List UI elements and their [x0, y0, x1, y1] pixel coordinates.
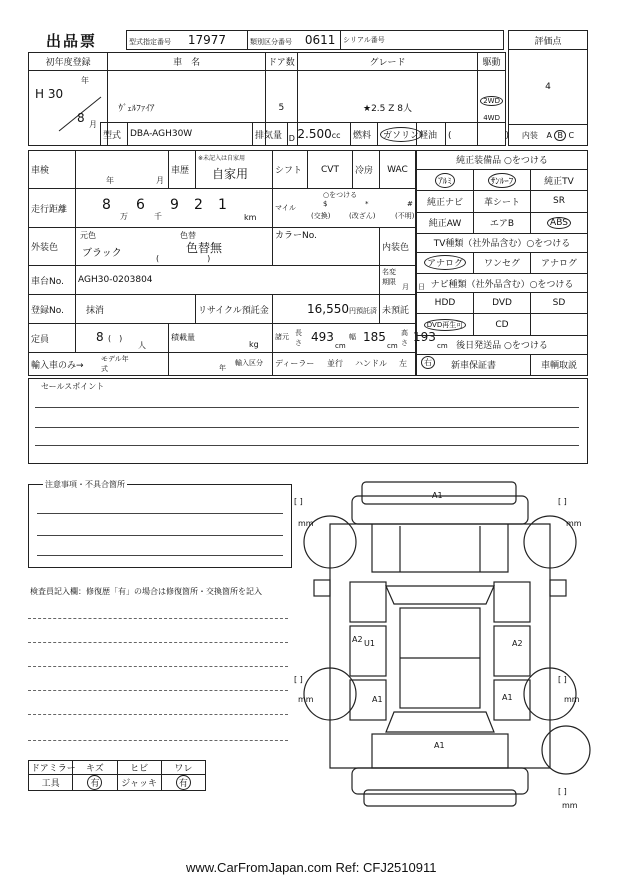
- svg-text:mm: mm: [566, 519, 582, 528]
- sales-point-box: セールスポイント: [28, 378, 588, 464]
- chassis-number: AGH30-0203804: [76, 266, 380, 295]
- svg-text:[ ]: [ ]: [558, 497, 567, 506]
- notes-box: 注意事項・不具合箇所: [28, 484, 292, 568]
- svg-text:[ ]: [ ]: [294, 675, 303, 684]
- mileage-digit: 9: [170, 197, 179, 214]
- transmission: CVT: [308, 151, 353, 189]
- main-info: 車検 年 月 車歴 ※未記入は自家用 自家用 シフト CVT 冷房 WAC 走行距離 8 万 6 千 9 2 1 km ○をつける マイル $ (交換) * (改ざん) # (不明) 外装色 元色 ブラック 色替 色替無 ( ) カラーNo. 内装色 車台No. AGH30-0203804 名変期限 月 日 登録No. 抹消 リサイクル預託金 16,550円預託済 未預託 定員 8 ( ) 人 積載量 kg 諸元 長さ 493 cm 幅 185 cm 高さ 193 cm 輸入車のみ→ モデル年式 年 輸入区分 ディーラー 並行 ハンドル 左 右: [28, 150, 416, 376]
- svg-text:mm: mm: [298, 519, 314, 528]
- registration-number: 抹消: [76, 295, 196, 324]
- type-no: 17977: [187, 33, 227, 47]
- first-reg-year: H 30: [35, 86, 64, 101]
- vehicle-name: ｳﾞｪﾙﾌｧｲｱ: [108, 70, 266, 145]
- grade: ★2.5 Z 8人: [297, 70, 477, 145]
- displacement: 2.500: [297, 127, 332, 141]
- color-change: 色替無: [186, 240, 223, 255]
- damage-a2-right: A2: [512, 639, 523, 648]
- recycle-deposit: 16,550: [307, 302, 349, 317]
- equipment: 純正装備品 ○をつける ｱﾙﾐ ｻﾝﾙｰﾌ 純正TV 純正ナビ 革シート SR 純正AW エアB ABS TV種類（社外品含む）○をつける アナログ ワンセグ アナログ ナビ種類（社外品含む）○をつける HDD DVD SD DVD再生可 CD 後日発送品 ○をつける 新車保証書 車輌取説: [416, 150, 588, 376]
- damage-a1-left: A1: [372, 695, 383, 704]
- first-reg-month: 8: [77, 110, 85, 125]
- svg-text:[ ]: [ ]: [558, 787, 567, 796]
- footer-reference: www.CarFromJapan.com Ref: CFJ2510911: [186, 860, 437, 875]
- svg-text:[ ]: [ ]: [294, 497, 303, 506]
- model-row: 型式 DBA-AGH30W 排気量 2.500cc 燃料 ガソリン 軽油 ( ): [100, 122, 506, 146]
- equip-abs: ABS: [547, 217, 571, 229]
- model-code: DBA-AGH30W: [128, 123, 253, 146]
- damage-a1-front: A1: [432, 491, 443, 500]
- mileage-digit: 2: [194, 197, 203, 214]
- inspector-note: 検査員記入欄：修復歴「有」の場合は修復箇所・交換箇所を記入: [30, 587, 262, 596]
- class-no: 0611: [304, 33, 336, 47]
- sheet-title: 出品票: [46, 32, 98, 50]
- capacity: 8: [96, 330, 104, 345]
- width: 185: [363, 330, 386, 345]
- air-conditioning: WAC: [380, 151, 416, 189]
- equip-alloy: ｱﾙﾐ: [435, 173, 455, 188]
- header-codes: 型式指定番号 17977 類別区分番号 0611 シリアル番号: [126, 30, 504, 50]
- mileage-digit: 6: [136, 197, 145, 214]
- navi-dvd-playable: DVD再生可: [424, 319, 466, 331]
- mileage-digit: 1: [218, 197, 227, 214]
- length: 493: [311, 330, 334, 345]
- damage-u1: U1: [364, 639, 375, 648]
- tool-present: 有: [87, 775, 102, 790]
- svg-text:[ ]: [ ]: [558, 675, 567, 684]
- equip-sunroof: ｻﾝﾙｰﾌ: [488, 173, 517, 188]
- tools-table: ドアミラー キズ ヒビ ワレ 工具 有 ジャッキ 有: [28, 760, 206, 791]
- evaluation-score: 4: [509, 50, 588, 125]
- steering-right: 右: [421, 356, 435, 369]
- score-box: 評価点 4 内装 A B C: [508, 30, 588, 146]
- drive-2wd: 2WD: [480, 96, 503, 106]
- damage-a1-rear: A1: [434, 741, 445, 750]
- vehicle-basic: 初年度登録 車 名 ドア数 グレード 駆動 年 H 30 8 月 ｳﾞｪﾙﾌｧｲｱ 5 D ★2.5 Z 8人 2WD 4WD: [28, 52, 506, 146]
- svg-text:mm: mm: [564, 695, 580, 704]
- original-color: ブラック: [82, 247, 122, 259]
- svg-text:mm: mm: [562, 801, 578, 810]
- height: 193: [413, 330, 436, 345]
- car-damage-diagram: [290, 476, 590, 816]
- tv-type: アナログ: [424, 255, 466, 270]
- damage-a1-right: A1: [502, 693, 513, 702]
- svg-text:mm: mm: [298, 695, 314, 704]
- mileage-digit: 8: [102, 197, 111, 214]
- jack-present: 有: [176, 775, 191, 790]
- interior-grade-b: B: [554, 130, 566, 141]
- door-count: 5: [278, 102, 285, 113]
- fuel-gasoline: ガソリン: [380, 127, 422, 142]
- vehicle-history: 自家用: [212, 167, 249, 181]
- damage-a2-left: A2: [352, 635, 363, 644]
